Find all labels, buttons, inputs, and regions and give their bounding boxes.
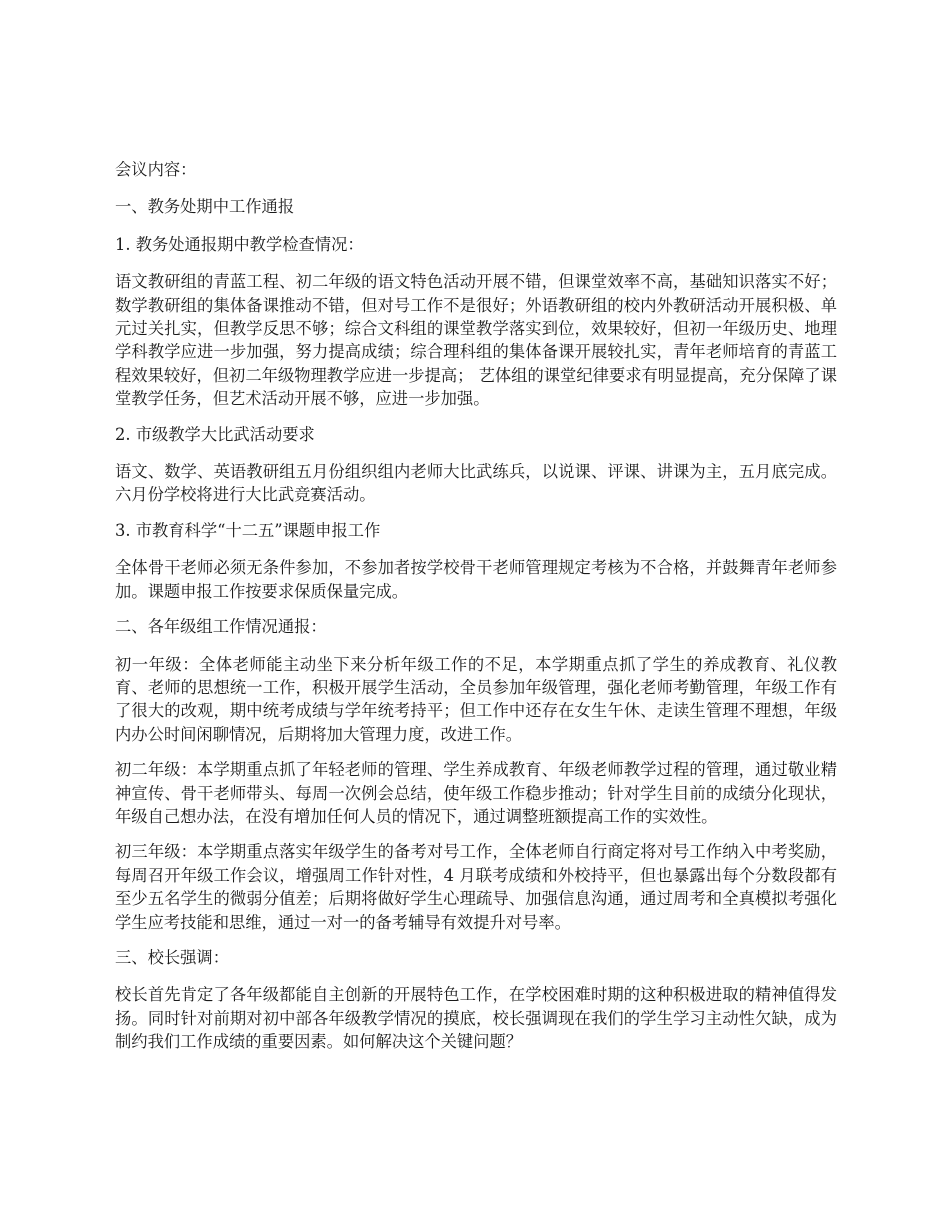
document-body [115, 158, 837, 1066]
subsection-heading-1-3: 3. 市教育科学“十二五”课题申报工作 [115, 520, 381, 540]
subsection-heading-1-1: 1. 教务处通报期中教学检查情况： [115, 234, 364, 254]
meeting-content-label: 会议内容： [115, 160, 197, 179]
paragraph-teaching-inspection: 语文教研组的青蓝工程、初二年级的语文特色活动开展不错，但课堂效率不高，基础知识落实不好；数学教研组的集体备课推动不错，但对号工作不是很好；外语教研组的校内外教研活动开展积极、单元过关扎实，但教学反思不够；综合文科组的课堂教学落实到位，效果较好，但初一年级历史、地理学科教学应进一步加强，努力提高成绩；综合理科组的集体备课开展较扎实，青年老师培育的青蓝工程效果较好，但初二年级物理教学应进一步提高； 艺体组的课堂纪律要求有明显提高，充分保障了课堂教学任务，但艺术活动开展不够，应进一步加强。 [115, 272, 837, 409]
paragraph-principal-remarks: 校长首先肯定了各年级都能自主创新的开展特色工作，在学校困难时期的这种积极进取的精神值得发扬。同时针对前期对初中部各年级教学情况的摸底，校长强调现在我们的学生学习主动性欠缺，成为制约我们工作成绩的重要因素。如何解决这个关键问题？ [115, 985, 837, 1052]
paragraph-project-application: 全体骨干老师必须无条件参加，不参加者按学校骨干老师管理规定考核为不合格，并鼓舞青年老师参加。课题申报工作按要求保质保量完成。 [115, 558, 837, 601]
section-heading-2: 二、各年级组工作情况通报： [115, 617, 327, 637]
section-heading-1: 一、教务处期中工作通报 [115, 197, 295, 217]
paragraph-grade-three: 初三年级：本学期重点落实年级学生的备考对号工作，全体老师自行商定将对号工作纳入中考奖励，每周召开年级工作会议，增强周工作针对性，4 月联考成绩和外校持平，但也暴露出每个分数段都有至少五名学生的微弱分值差；后期将做好学生心理疏导、加强信息沟通，通过周考和全真模拟考强化学生应考技能和思维，通过一对一的备考辅导有效提升对号率。 [115, 842, 837, 932]
paragraph-grade-one: 初一年级：全体老师能主动坐下来分析年级工作的不足，本学期重点抓了学生的养成教育、礼仪教育、老师的思想统一工作，积极开展学生活动，全员参加年级管理，强化老师考勤管理，年级工作有了很大的改观，期中统考成绩与学年统考持平；但工作中还存在女生午休、走读生管理不理想，年级内办公时间闲聊情况，后期将加大管理力度，改进工作。 [115, 654, 837, 744]
paragraph-grade-two: 初二年级：本学期重点抓了年轻老师的管理、学生养成教育、年级老师教学过程的管理，通过敬业精神宣传、骨干老师带头、每周一次例会总结，使年级工作稳步推动；针对学生目前的成绩分化现状，年级自己想办法，在没有增加任何人员的情况下，通过调整班额提高工作的实效性。 [115, 760, 837, 826]
paragraph-teaching-competition: 语文、数学、英语教研组五月份组织组内老师大比武练兵，以说课、评课、讲课为主，五月底完成。六月份学校将进行大比武竞赛活动。 [115, 462, 837, 505]
section-heading-3: 三、校长强调： [115, 947, 229, 967]
subsection-heading-1-2: 2. 市级教学大比武活动要求 [115, 424, 315, 444]
